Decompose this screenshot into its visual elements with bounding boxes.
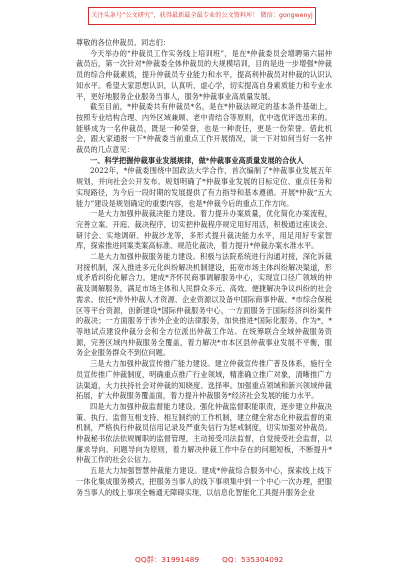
paragraph: 二是大力加强仲裁服务能力建设。积极与法院系统进行沟通对接，深化诉裁对接机制，深入推进多元化纠纷解决机制建设，拓宽市场主体纠纷解决渠道，形成矛盾纠纷化解合力。建成*齐怀民商事调解服务中心，实现宣口径广领域的仲裁及调解服务，满足市场主体和人民群众多元、高效、便捷解决争议纠纷的社会需求。依托*涉外仲裁人才资源、企业资源以及备中国际商事仲裁、*市综合保税区等平台资源，创新建设*国际仲裁服务中心，一方面服务于国际经济纠纷案件的裁决；一方面服务于涉外企业的法律服务，加快推进*国际化服务，作为*，*等地试点建设仲裁分会和全方位派出仲裁工作站。在统筹联合全域仲裁服务资源，完善区域内仲裁服务全覆盖，着力解决*市本区县仲裁事业发展不平衡，服务企业服务群众不到位问题。 xyxy=(76,252,332,358)
qq-contact-number: QQ：535304092 xyxy=(222,555,284,564)
page-footer xyxy=(0,554,408,568)
paragraph: 一是大力加强仲裁裁决能力建设。着力提升办案质量，优化简化办案流程，完善立案、开庭、裁决程序，切实把仲裁程序规定用好用活，积极通过座谈会、研讨会、实地调研、仲裁沙龙等，多形式提升裁决能力水平，用足用好专家智库，探索推进同案类案高标准、规范化裁决，着力提升*仲裁办案水准水平。 xyxy=(76,209,332,251)
paragraph: 三是大力加强仲裁宣传推广能力建设。建立仲裁宣传推广普及体系，施行全员宣传推广仲裁制度，明确重点推广行业领域，精准确立推广对象，清晰推广方法渠道，大力扶持社会对仲裁的知晓度、选择率。加强重点领域和新兴领域仲裁拓展，扩大仲裁服务覆盖面，着力提升仲裁服务*经济社会发展的能力水平。 xyxy=(76,359,332,401)
paragraph: 截至目前，*仲裁委共有仲裁员*名，是在*仲裁法规定的基本条件基础上，按照专业结构合理、内外区域兼顾、老中青结合等原则，优中选优评选出来的。能够成为一名仲裁员，既是一种荣誉，也是一种责任，更是一份荣誉。借此机会，跟大家通报一下*仲裁委当前重点工作开展情况，谈一下对如何当好一名仲裁员的几点意见： xyxy=(76,102,332,155)
paragraph: 2022年，*仲裁委围绕中国政法大学合作，首次编制了*仲裁事业发展五年规划，并向社会公开发布。规划明确了*仲裁事业发展的目标定位、重点任务和实现路径，为今后一段时期的发展提供了有力指导和基本遵循。开展*仲裁“五大能力”建设是规划确定的重要内容，也是*仲裁今后的重点工作方向。 xyxy=(76,166,332,208)
qq-group-number: QQ群：31991489 xyxy=(135,555,200,564)
paragraph: 五是大力加强智慧仲裁能力建设。建成*仲裁综合服务中心，探索线上线下一体化集成服务模式，把服务当事人的线下事项集中到一个中心一次办理，把服务当事人的线上事项全畅通无障碍实现，以信息化智能化工具提升服务企业 xyxy=(76,466,332,497)
promo-banner: 关注头条号“公文研究”，获得最新最全最专业的公文资料库！ 微信：gongwenyj xyxy=(88,7,316,25)
paragraph: 四是大力加强仲裁监督能力建设。强化仲裁监督职能职责，逐步建立仲裁决策、执行、监督互相支持、相互制约的工作机制，建立健全常态化仲裁监督的束机制，严格执行仲裁员信用记录及严重失信行为惩戒制度，切实加强对仲裁员。仲裁秘书依法依规履职的监督管理，主动接受司法监督，自觉接受社会监督，以廉求导向、问题导向为原则，着力解决仲裁工作中存在的问题短板，不断提升*仲裁工作的社会公信力。 xyxy=(76,401,332,465)
section-heading: 一、科学把握仲裁事业发展规律，做*仲裁事业高质量发展的合伙人 xyxy=(90,155,304,165)
salutation: 尊敬的各位仲裁员、同志们： xyxy=(76,38,171,47)
paragraph: 今天举办的“仲裁员工作实务线上培训班”，是在*仲裁委员会增聘第六届仲裁员后，第一次针对*仲裁委全体仲裁员的大规模培训，目的是进一步增强*仲裁员的综合仲裁素质，提升仲裁员专业能力和水平，提高利仲裁员对仲裁的认识认知水平。希望大家思想认识，认真听，虚心学，切实提高自身素质能力和专业水平，更好地服务企业服务当事人，服务*仲裁事业高质量发展。 xyxy=(76,48,332,101)
document-body xyxy=(76,38,332,550)
